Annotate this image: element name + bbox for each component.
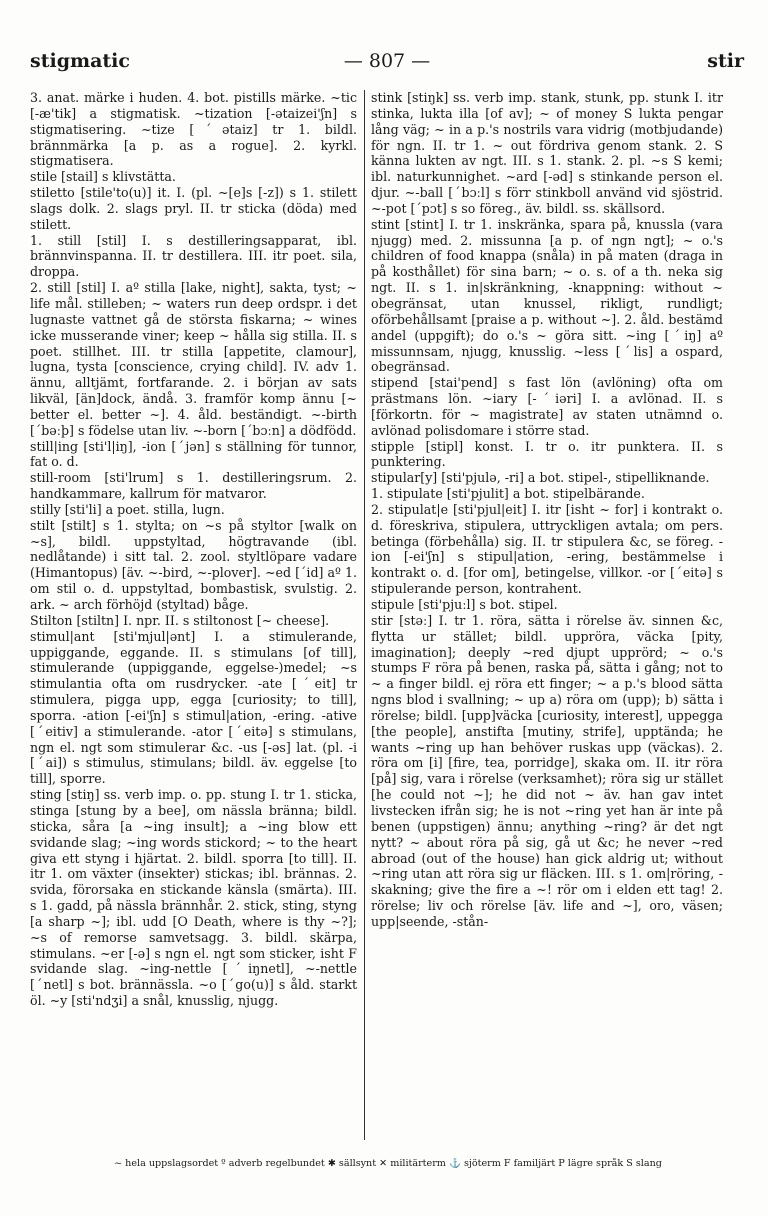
dictionary-entry: stilly [sti'li] a poet. stilla, lugn. bbox=[30, 501, 225, 517]
dictionary-entry: stile [stail] s klivstätta. bbox=[30, 169, 176, 185]
dictionary-entry: stiletto [stile'to(u)] it. I. (pl. ~[e]s [-z]) s 1. stilett slags dolk. 2. slags pryl. II. tr sticka (döda) med stilett. bbox=[30, 185, 357, 232]
dictionary-entry: stipule [sti'pjuːl] s bot. stipel. bbox=[371, 597, 558, 612]
left-column bbox=[30, 90, 357, 1009]
header-first-word: stigmatic bbox=[30, 50, 130, 72]
dictionary-entry: sting [stiŋ] ss. verb imp. o. pp. stung I. tr 1. sticka, stinga [stung by a bee], om nässla bränna; bildl. sticka, såra [a ~ing insult]; a ~ing blow ett svidande slag; ~ing words stickord; ~ to the heart giva ett styng i hjärtat. 2. bildl. sporra [to till]. II. itr 1. om växter (insekter) stickas; ibl. brännas. 2. svida, förorsaka en stickande känsla (smärta). III. s 1. gadd, på nässla brännhår. 2. stick, sting, styng [a sharp ~]; ibl. udd [O Death, where is thy ~?]; ~s of remorse samvetsagg. 3. bildl. skärpa, stimulans. ~er [-ə] s ngn el. ngt som sticker, isht F svidande slag. ~ing-nettle [ˊiŋnetl], ~-nettle [ˊnetl] s bot. brännässla. ~o [ˊgo(u)] s åld. starkt öl. ~y [sti'ndʒi] a snål, knusslig, njugg. bbox=[30, 787, 357, 1009]
dictionary-entry: Stilton [stiltn] I. npr. II. s stiltonost [~ cheese]. bbox=[30, 612, 330, 628]
header-last-word: stir bbox=[707, 50, 744, 72]
column-divider bbox=[364, 90, 365, 1140]
right-column bbox=[371, 90, 723, 930]
dictionary-entry: stink [stiŋk] ss. verb imp. stank, stunk, pp. stunk I. itr stinka, lukta illa [of av]; ~ of money S lukta pengar lång väg; ~ in a p.'s nostrils vara vidrig (motbjudande) för ngn. II. tr 1. ~ out fördriva genom stank. 2. S känna lukten av ngt. III. s 1. stank. 2. pl. ~s S kemi; ibl. naturkunnighet. ~ard [-əd] s stinkande person el. djur. ~-ball [ˊbɔːl] s förr stinkboll använd vid sjöstrid. ~-pot [ˊpɔt] s so föreg., äv. bildl. ss. skällsord. bbox=[371, 90, 723, 216]
dictionary-entry: 3. anat. märke i huden. 4. bot. pistills märke. ~tic [-æ'tik] a stigmatisk. ~tization [-ətaizei'ʃn] s stigmatisering. ~tize [ˊətaiz] tr 1. bildl. brännmärka [a p. as a rogue]. 2. kyrkl. stigmatisera. bbox=[30, 90, 357, 169]
dictionary-entry: stipple [stipl] konst. I. tr o. itr punktera. II. s punktering. bbox=[371, 438, 723, 470]
dictionary-entry: stir [stəː] I. tr 1. röra, sätta i rörelse äv. sinnen &c, flytta ur stället; bildl. uppröra, väcka [pity, imagination]; deeply ~red djupt upprörd; ~ o.'s stumps F röra på benen, raska på, sätta i gång; not to ~ a finger bildl. ej röra ett finger; ~ a p.'s blood sätta ngns blod i svallning; ~ up a) röra om (upp); b) sätta i rörelse; bildl. [upp]väcka [curiosity, interest], uppegga [the people], anstifta [mutiny, strife], upptända; he wants ~ring up han behöver ruskas upp (väckas). 2. röra om [i] [fire, tea, porridge], skaka om. II. itr röra [på] sig, vara i rörelse (verksamhet); röra sig ur stället [he could not ~]; he did not ~ äv. han gav intet livstecken ifrån sig; he is not ~ring yet han är inte på benen (uppstigen) ännu; anything ~ring? är det ngt nytt? ~ about röra på sig, gå ut &c; he never ~red abroad (out of the house) han gick aldrig ut; without ~ring utan att röra sig ur fläcken. III. s 1. om|röring, -skakning; give the fire a ~! rör om i elden ett tag! 2. rörelse; liv och rörelse [äv. life and ~], oro, väsen; upp|seende, -stån- bbox=[371, 612, 723, 929]
dictionary-entry: 2. still [stil] I. aº stilla [lake, night], sakta, tyst; ~ life mål. stilleben; ~ waters run deep ordspr. i det lugnaste vattnet gå de största fiskarna; ~ wines icke musserande viner; keep ~ hålla sig stilla. II. s poet. stillhet. III. tr stilla [appetite, clamour], lugna, tysta [conscience, crying child]. IV. adv 1. ännu, alltjämt, fortfarande. 2. i början av sats likväl, [än]dock, ändå. 3. framför komp ännu [~ better el. better ~]. 4. åld. beständigt. ~-birth [ˊbəːþ] s födelse utan liv. ~-born [ˊbɔːn] a dödfödd. bbox=[30, 280, 357, 438]
dictionary-entry: stint [stint] I. tr 1. inskränka, spara på, knussla (vara njugg) med. 2. missunna [a p. of ngn ngt]; ~ o.'s children of food knappa (snåla) in på maten (draga in på kosthållet) för sina barn; ~ o. s. of a th. neka sig ngt. II. s 1. in|skränkning, -knappning: without ~ obegränsat, utan knussel, rikligt, rundligt; oförbehållsamt [praise a p. without ~]. 2. åld. bestämd andel (uppgift); do o.'s ~ göra sitt. ~ing [ˊiŋ] aº missunnsam, njugg, knusslig. ~less [ˊlis] a ospard, obegränsad. bbox=[371, 216, 723, 375]
dictionary-entry: still-room [sti'lrum] s 1. destilleringsrum. 2. handkammare, kallrum för matvaror. bbox=[30, 470, 357, 502]
dictionary-entry: stimul|ant [sti'mjul|ənt] I. a stimulerande, uppiggande, eggande. II. s stimulans [of till], stimulerande (uppiggande, eggelse-)medel; ~s stimulantia ofta om rusdrycker. -ate [ˊeit] tr stimulera, pigga upp, egga [curiosity; to till], sporra. -ation [-ei'ʃn] s stimul|ation, -ering. -ative [ˊeitiv] a stimulerande. -ator [ˊeitə] s stimulans, ngn el. ngt som stimulerar &c. -us [-əs] lat. (pl. -i [ˊai]) s stimulus, stimulans; bildl. äv. eggelse [to till], sporre. bbox=[30, 628, 357, 787]
dictionary-entry: stilt [stilt] s 1. stylta; on ~s på styltor [walk on ~s], bildl. uppstyltad, högtravande (ibl. nedlåtande) i sitt tal. 2. zool. styltlöpare vadare (Himantopus) [äv. ~-bird, ~-plover]. ~ed [ˊid] aº 1. om stil o. d. uppstyltad, bombastisk, svulstig. 2. ark. ~ arch förhöjd (styltad) båge. bbox=[30, 517, 357, 612]
dictionary-entry: still|ing [sti'l|iŋ], -ion [ˊjən] s ställning för tunnor, fat o. d. bbox=[30, 438, 357, 470]
dictionary-entry: stipend [stai'pend] s fast lön (avlöning) ofta om prästmans lön. ~iary [-ˊiəri] I. a avlönad. II. s [förkortn. för ~ magistrate] av staten utnämnd o. avlönad polisdomare i större stad. bbox=[371, 375, 723, 438]
dictionary-entry: 2. stipulat|e [sti'pjul|eit] I. itr [isht ~ for] i kontrakt o. d. föreskriva, stipulera, uttryckligen avtala; om pers. betinga (förbehålla) sig. II. tr stipulera &c, se föreg. -ion [-ei'ʃn] s stipul|ation, -ering, bestämmelse i kontrakt o. d. [for om], betingelse, villkor. -or [ˊeitə] s stipulerande person, kontrahent. bbox=[371, 501, 723, 597]
dictionary-entry: 1. still [stil] I. s destilleringsapparat, ibl. brännvinspanna. II. tr destillera. III. itr poet. sila, droppa. bbox=[30, 232, 357, 280]
symbol-legend: ~ hela uppslagsordet º adverb regelbundet ✱ sällsynt ✕ militärterm ⚓ sjöterm F familjärt P lägre språk S slang bbox=[114, 1158, 662, 1169]
page-header bbox=[30, 50, 744, 78]
dictionary-entry: 1. stipulate [sti'pjulit] a bot. stipelbärande. bbox=[371, 486, 645, 502]
page-number: — 807 — bbox=[343, 50, 431, 72]
dictionary-entry: stipular[y] [sti'pjulə, -ri] a bot. stipel-, stipelliknande. bbox=[371, 470, 710, 486]
